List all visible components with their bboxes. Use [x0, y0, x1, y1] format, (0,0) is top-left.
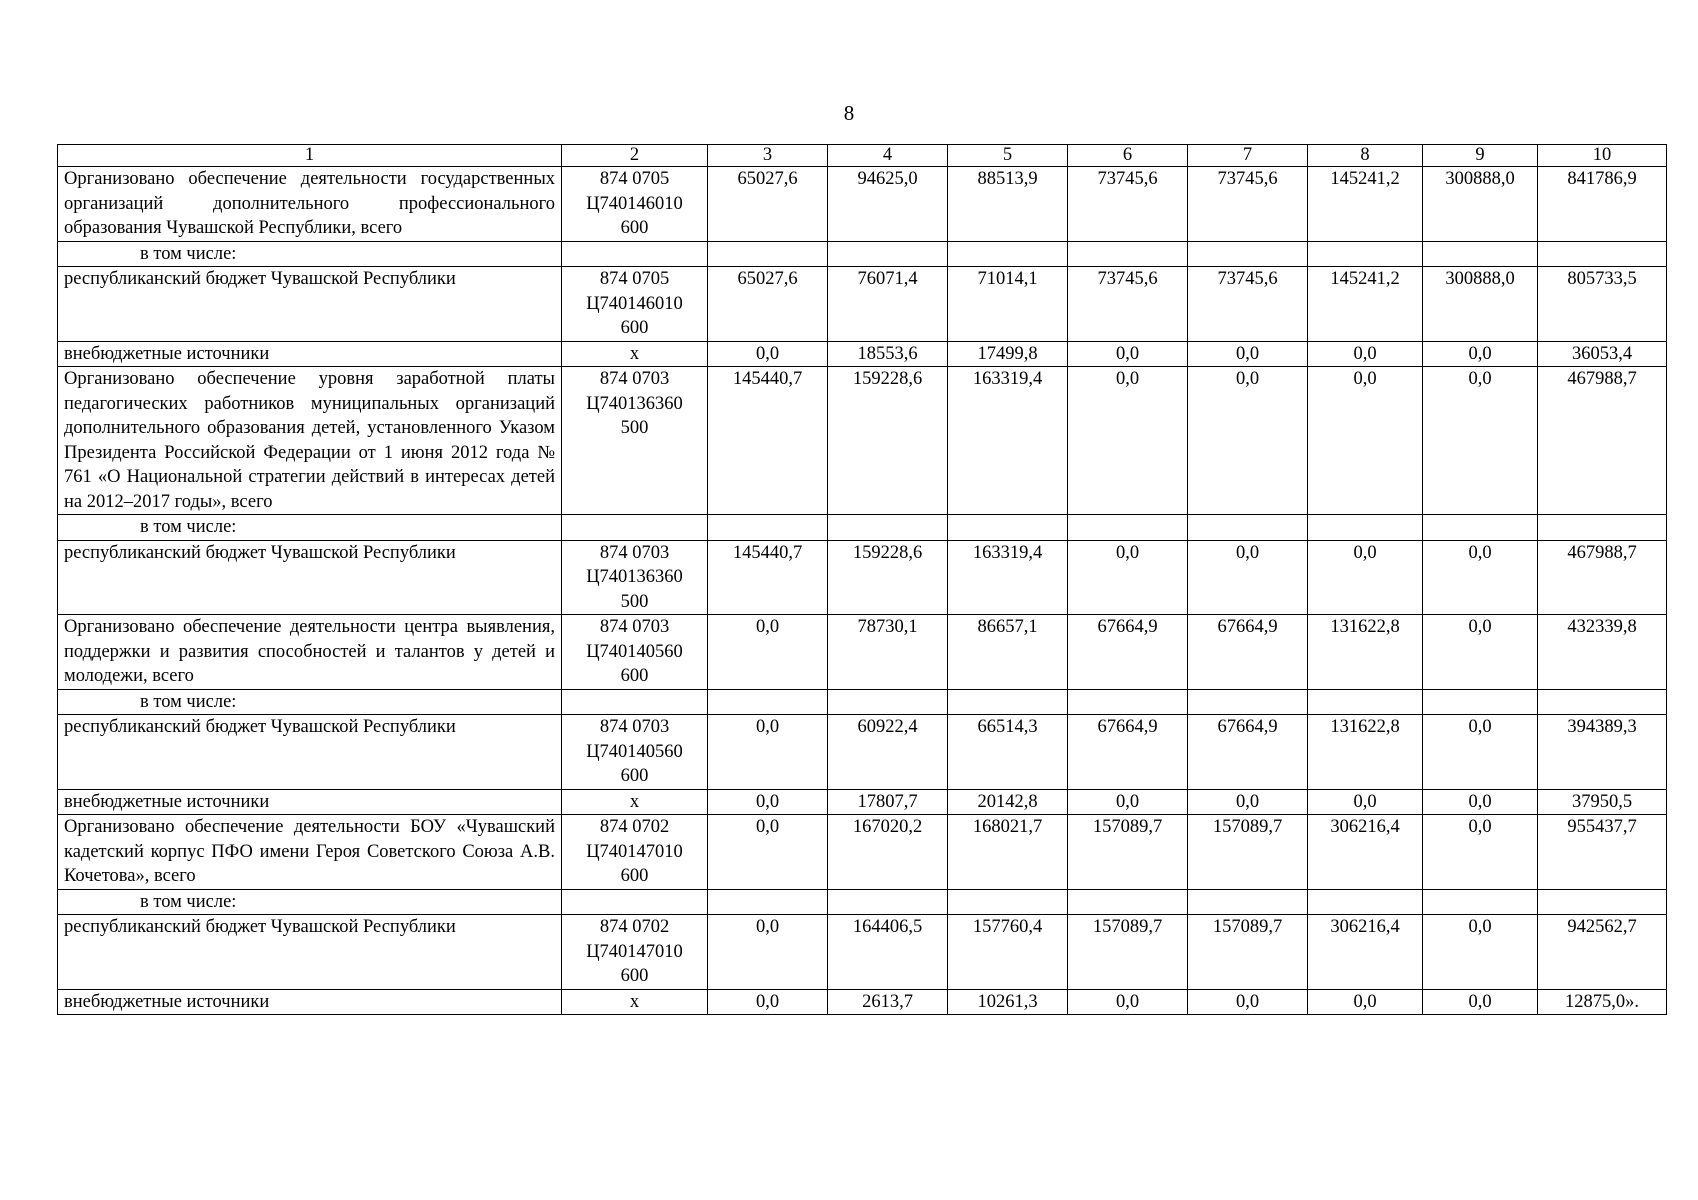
value-cell: 71014,1 [948, 267, 1068, 342]
header-cell: 2 [562, 145, 708, 167]
value-cell: 306216,4 [1308, 815, 1423, 890]
row-name-cell: внебюджетные источники [58, 341, 562, 367]
budget-code-cell [562, 367, 708, 515]
value-cell [1068, 241, 1188, 267]
value-cell: 60922,4 [828, 715, 948, 790]
value-cell: 0,0 [708, 815, 828, 890]
value-cell: 394389,3 [1538, 715, 1667, 790]
value-cell [948, 889, 1068, 915]
budget-code-line: х [629, 791, 640, 812]
budget-code-line: 500 [620, 591, 649, 612]
value-cell: 88513,9 [948, 167, 1068, 242]
budget-code-cell [562, 241, 708, 267]
row-name-cell: Организовано обеспечение деятельности центра выявления, поддержки и развития способностей и талантов у детей и молодежи, всего [58, 615, 562, 690]
header-cell: 3 [708, 145, 828, 167]
value-cell [1188, 889, 1308, 915]
table-row [58, 515, 1667, 541]
budget-code-cell [562, 989, 708, 1015]
budget-code-cell [562, 715, 708, 790]
table-row [58, 789, 1667, 815]
value-cell [1538, 889, 1667, 915]
value-cell: 12875,0». [1538, 989, 1667, 1015]
value-cell: 145440,7 [708, 540, 828, 615]
value-cell: 0,0 [1423, 715, 1538, 790]
value-cell: 0,0 [1308, 367, 1423, 515]
budget-code-line: Ц740136360 [586, 567, 683, 587]
value-cell [948, 515, 1068, 541]
value-cell: 0,0 [1308, 341, 1423, 367]
header-cell: 6 [1068, 145, 1188, 167]
value-cell: 0,0 [708, 989, 828, 1015]
value-cell [828, 515, 948, 541]
value-cell: 467988,7 [1538, 367, 1667, 515]
table-row [58, 915, 1667, 990]
header-cell: 8 [1308, 145, 1423, 167]
header-cell: 7 [1188, 145, 1308, 167]
value-cell: 300888,0 [1423, 267, 1538, 342]
row-name-cell: в том числе: [58, 515, 562, 541]
value-cell: 73745,6 [1068, 267, 1188, 342]
value-cell: 942562,7 [1538, 915, 1667, 990]
value-cell: 159228,6 [828, 540, 948, 615]
budget-code-cell [562, 540, 708, 615]
value-cell: 73745,6 [1188, 267, 1308, 342]
value-cell: 157760,4 [948, 915, 1068, 990]
value-cell: 36053,4 [1538, 341, 1667, 367]
value-cell: 0,0 [1308, 989, 1423, 1015]
budget-code-line: 874 0703 [599, 717, 670, 737]
value-cell [948, 241, 1068, 267]
value-cell [1188, 515, 1308, 541]
value-cell: 0,0 [1308, 540, 1423, 615]
value-cell: 0,0 [1188, 341, 1308, 367]
value-cell [828, 241, 948, 267]
value-cell [1423, 889, 1538, 915]
value-cell: 76071,4 [828, 267, 948, 342]
table-row [58, 989, 1667, 1015]
value-cell: 300888,0 [1423, 167, 1538, 242]
budget-code-line: 600 [620, 766, 649, 786]
value-cell [1068, 689, 1188, 715]
value-cell: 0,0 [1068, 341, 1188, 367]
value-cell [1188, 241, 1308, 267]
value-cell: 145241,2 [1308, 167, 1423, 242]
value-cell: 159228,6 [828, 367, 948, 515]
value-cell: 163319,4 [948, 540, 1068, 615]
table-row [58, 241, 1667, 267]
budget-code-line: 874 0705 [599, 269, 670, 289]
table-row [58, 689, 1667, 715]
value-cell: 131622,8 [1308, 715, 1423, 790]
value-cell: 73745,6 [1188, 167, 1308, 242]
value-cell: 157089,7 [1068, 815, 1188, 890]
budget-code-cell [562, 167, 708, 242]
budget-code-line: 600 [620, 318, 649, 338]
row-name-cell: Организовано обеспечение уровня заработной платы педагогических работников муниципальных организаций дополнительного образования детей, установленного Указом Президента Российской Федерации от 1 июня 2012 года № 761 «О Национальной стратегии действий в интересах детей на 2012–2017 годы», всего [58, 367, 562, 515]
value-cell [1308, 515, 1423, 541]
value-cell: 0,0 [1188, 789, 1308, 815]
value-cell: 0,0 [708, 615, 828, 690]
value-cell: 0,0 [1188, 989, 1308, 1015]
value-cell: 157089,7 [1188, 915, 1308, 990]
budget-code-line: 600 [620, 966, 649, 986]
value-cell: 131622,8 [1308, 615, 1423, 690]
budget-code-line: 874 0702 [599, 817, 670, 837]
value-cell: 67664,9 [1188, 715, 1308, 790]
value-cell: 0,0 [1423, 341, 1538, 367]
budget-code-cell [562, 615, 708, 690]
budget-code-line: х [629, 343, 640, 364]
value-cell: 2613,7 [828, 989, 948, 1015]
value-cell: 10261,3 [948, 989, 1068, 1015]
budget-code-cell [562, 915, 708, 990]
value-cell: 94625,0 [828, 167, 948, 242]
row-name-cell: Организовано обеспечение деятельности государственных организаций дополнительного профессионального образования Чувашской Республики, всего [58, 167, 562, 242]
budget-code-line: Ц740146010 [586, 193, 683, 214]
value-cell [1423, 241, 1538, 267]
value-cell: 0,0 [1423, 989, 1538, 1015]
value-cell: 17499,8 [948, 341, 1068, 367]
budget-code-line: 874 0703 [599, 542, 670, 563]
table-row [58, 341, 1667, 367]
table-row [58, 815, 1667, 890]
value-cell [1068, 515, 1188, 541]
value-cell: 67664,9 [1068, 715, 1188, 790]
row-name-cell: республиканский бюджет Чувашской Республики [58, 540, 562, 615]
value-cell: 306216,4 [1308, 915, 1423, 990]
value-cell: 20142,8 [948, 789, 1068, 815]
budget-code-line: Ц740140560 [586, 641, 683, 662]
value-cell: 0,0 [1068, 367, 1188, 515]
budget-code-cell [562, 815, 708, 890]
value-cell: 65027,6 [708, 167, 828, 242]
value-cell: 0,0 [1068, 540, 1188, 615]
value-cell: 168021,7 [948, 815, 1068, 890]
value-cell [1538, 241, 1667, 267]
value-cell: 0,0 [708, 715, 828, 790]
table-row [58, 615, 1667, 690]
value-cell: 167020,2 [828, 815, 948, 890]
value-cell [1308, 689, 1423, 715]
value-cell: 145440,7 [708, 367, 828, 515]
row-name-cell: республиканский бюджет Чувашской Республики [58, 267, 562, 342]
value-cell [1538, 689, 1667, 715]
header-cell: 9 [1423, 145, 1538, 167]
budget-code-cell [562, 689, 708, 715]
value-cell: 157089,7 [1068, 915, 1188, 990]
budget-code-line: Ц740136360 [586, 393, 683, 414]
row-name-cell: в том числе: [58, 689, 562, 715]
budget-table [57, 144, 1667, 1015]
budget-code-line: Ц740147010 [586, 841, 683, 862]
budget-code-line: 874 0703 [599, 617, 670, 637]
value-cell: 805733,5 [1538, 267, 1667, 342]
value-cell [1423, 515, 1538, 541]
value-cell: 955437,7 [1538, 815, 1667, 890]
value-cell [1308, 889, 1423, 915]
table-row [58, 889, 1667, 915]
budget-code-cell [562, 515, 708, 541]
value-cell [1423, 689, 1538, 715]
value-cell: 67664,9 [1068, 615, 1188, 690]
value-cell: 157089,7 [1188, 815, 1308, 890]
row-name-cell: республиканский бюджет Чувашской Республики [58, 715, 562, 790]
budget-code-line: 874 0703 [599, 369, 670, 389]
budget-code-line: 874 0705 [599, 169, 670, 189]
table-row [58, 540, 1667, 615]
table-row [58, 715, 1667, 790]
value-cell [1308, 241, 1423, 267]
row-name-cell: республиканский бюджет Чувашской Республики [58, 915, 562, 990]
row-name-cell: Организовано обеспечение деятельности БОУ «Чувашский кадетский корпус ПФО имени Героя Советского Союза А.В. Кочетова», всего [58, 815, 562, 890]
value-cell: 841786,9 [1538, 167, 1667, 242]
value-cell: 0,0 [708, 341, 828, 367]
value-cell [948, 689, 1068, 715]
budget-code-line: Ц740147010 [586, 941, 683, 962]
row-name-cell: внебюджетные источники [58, 989, 562, 1015]
value-cell: 0,0 [1188, 367, 1308, 515]
header-cell: 10 [1538, 145, 1667, 167]
value-cell: 0,0 [1423, 615, 1538, 690]
value-cell [708, 689, 828, 715]
value-cell: 18553,6 [828, 341, 948, 367]
budget-code-line: Ц740140560 [586, 741, 683, 762]
value-cell: 0,0 [1423, 540, 1538, 615]
row-name-cell: внебюджетные источники [58, 789, 562, 815]
budget-code-cell [562, 889, 708, 915]
table-row [58, 267, 1667, 342]
value-cell: 86657,1 [948, 615, 1068, 690]
value-cell: 73745,6 [1068, 167, 1188, 242]
value-cell: 432339,8 [1538, 615, 1667, 690]
value-cell: 163319,4 [948, 367, 1068, 515]
row-name-cell: в том числе: [58, 889, 562, 915]
budget-code-line: 500 [620, 418, 649, 438]
value-cell: 0,0 [1068, 989, 1188, 1015]
value-cell: 0,0 [1423, 789, 1538, 815]
value-cell: 78730,1 [828, 615, 948, 690]
value-cell [1068, 889, 1188, 915]
header-row [58, 145, 1667, 167]
value-cell: 66514,3 [948, 715, 1068, 790]
value-cell [1538, 515, 1667, 541]
value-cell: 17807,7 [828, 789, 948, 815]
value-cell: 0,0 [708, 915, 828, 990]
header-cell: 5 [948, 145, 1068, 167]
value-cell [708, 889, 828, 915]
budget-code-line: х [629, 991, 640, 1012]
value-cell [828, 889, 948, 915]
value-cell [708, 515, 828, 541]
budget-code-line: 600 [620, 218, 649, 238]
value-cell: 164406,5 [828, 915, 948, 990]
budget-code-line: 874 0702 [599, 917, 670, 937]
value-cell [708, 241, 828, 267]
value-cell: 145241,2 [1308, 267, 1423, 342]
table-row [58, 167, 1667, 242]
value-cell: 65027,6 [708, 267, 828, 342]
budget-code-line: 600 [620, 666, 649, 686]
value-cell: 0,0 [1308, 789, 1423, 815]
row-name-cell: в том числе: [58, 241, 562, 267]
budget-code-cell [562, 789, 708, 815]
budget-code-line: 600 [620, 866, 649, 886]
table-body [58, 167, 1667, 1015]
value-cell [1188, 689, 1308, 715]
value-cell: 37950,5 [1538, 789, 1667, 815]
page-number: 8 [843, 101, 855, 125]
value-cell: 0,0 [1423, 815, 1538, 890]
value-cell: 0,0 [708, 789, 828, 815]
budget-code-line: Ц740146010 [586, 293, 683, 314]
header-cell: 1 [58, 145, 562, 167]
value-cell: 0,0 [1068, 789, 1188, 815]
value-cell: 0,0 [1423, 915, 1538, 990]
value-cell [828, 689, 948, 715]
value-cell: 467988,7 [1538, 540, 1667, 615]
budget-code-cell [562, 267, 708, 342]
table-row [58, 367, 1667, 515]
value-cell: 0,0 [1188, 540, 1308, 615]
value-cell: 67664,9 [1188, 615, 1308, 690]
value-cell: 0,0 [1423, 367, 1538, 515]
budget-code-cell [562, 341, 708, 367]
header-cell: 4 [828, 145, 948, 167]
